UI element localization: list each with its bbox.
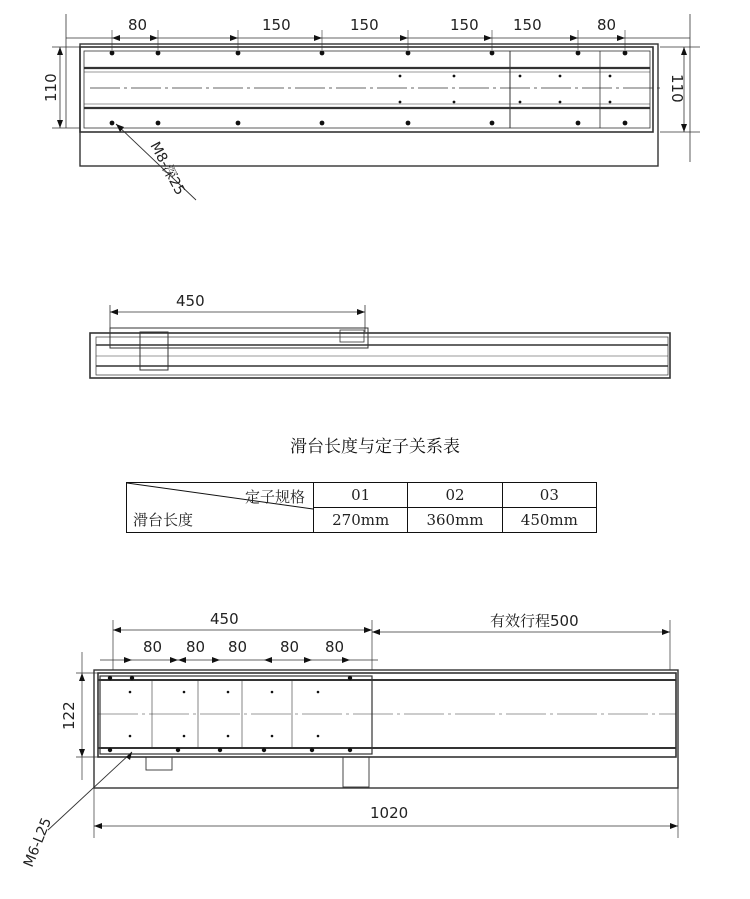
- bottom-dim-80-5: 80: [325, 638, 345, 656]
- top-hole-callout: M8-深25: [146, 139, 188, 198]
- top-width-right: 110: [668, 74, 686, 103]
- middle-bracket: [140, 332, 168, 370]
- top-dim-1: 80: [128, 16, 148, 34]
- table-col-01: 01: [314, 483, 408, 508]
- bottom-base: [94, 670, 678, 788]
- table-col-02: 02: [408, 483, 502, 508]
- table-corner-cell: [127, 483, 314, 533]
- top-dim-4: 150: [450, 16, 479, 34]
- top-width-left: 110: [42, 73, 60, 102]
- top-dim-6: 80: [597, 16, 617, 34]
- table-header-stator: 定子规格: [244, 488, 305, 506]
- top-base-plate: [80, 44, 658, 166]
- top-dim-2: 150: [262, 16, 291, 34]
- table-val-01: 270mm: [314, 508, 408, 533]
- bottom-dim-80-1: 80: [143, 638, 163, 656]
- table-val-02: 360mm: [408, 508, 502, 533]
- top-dim-3: 150: [350, 16, 379, 34]
- bottom-slide: [100, 676, 372, 754]
- top-table: [80, 47, 653, 132]
- bottom-width-122: 122: [60, 701, 78, 730]
- bottom-stroke-label: 有效行程500: [490, 612, 579, 630]
- table-title: 滑台长度与定子关系表: [290, 437, 460, 457]
- bottom-hole-callout: M6-L25: [20, 815, 56, 870]
- middle-dim-450: 450: [176, 292, 205, 310]
- top-dim-5: 150: [513, 16, 542, 34]
- bottom-total-length: 1020: [370, 804, 409, 822]
- bottom-dim-450: 450: [210, 610, 239, 628]
- table-col-03: 03: [502, 483, 596, 508]
- bottom-dim-80-2: 80: [186, 638, 206, 656]
- slide-stator-table: [126, 482, 597, 533]
- bottom-dim-80-3: 80: [228, 638, 248, 656]
- table-val-03: 450mm: [502, 508, 596, 533]
- bottom-dim-80-4: 80: [280, 638, 300, 656]
- table-header-slide: 滑台长度: [133, 511, 194, 529]
